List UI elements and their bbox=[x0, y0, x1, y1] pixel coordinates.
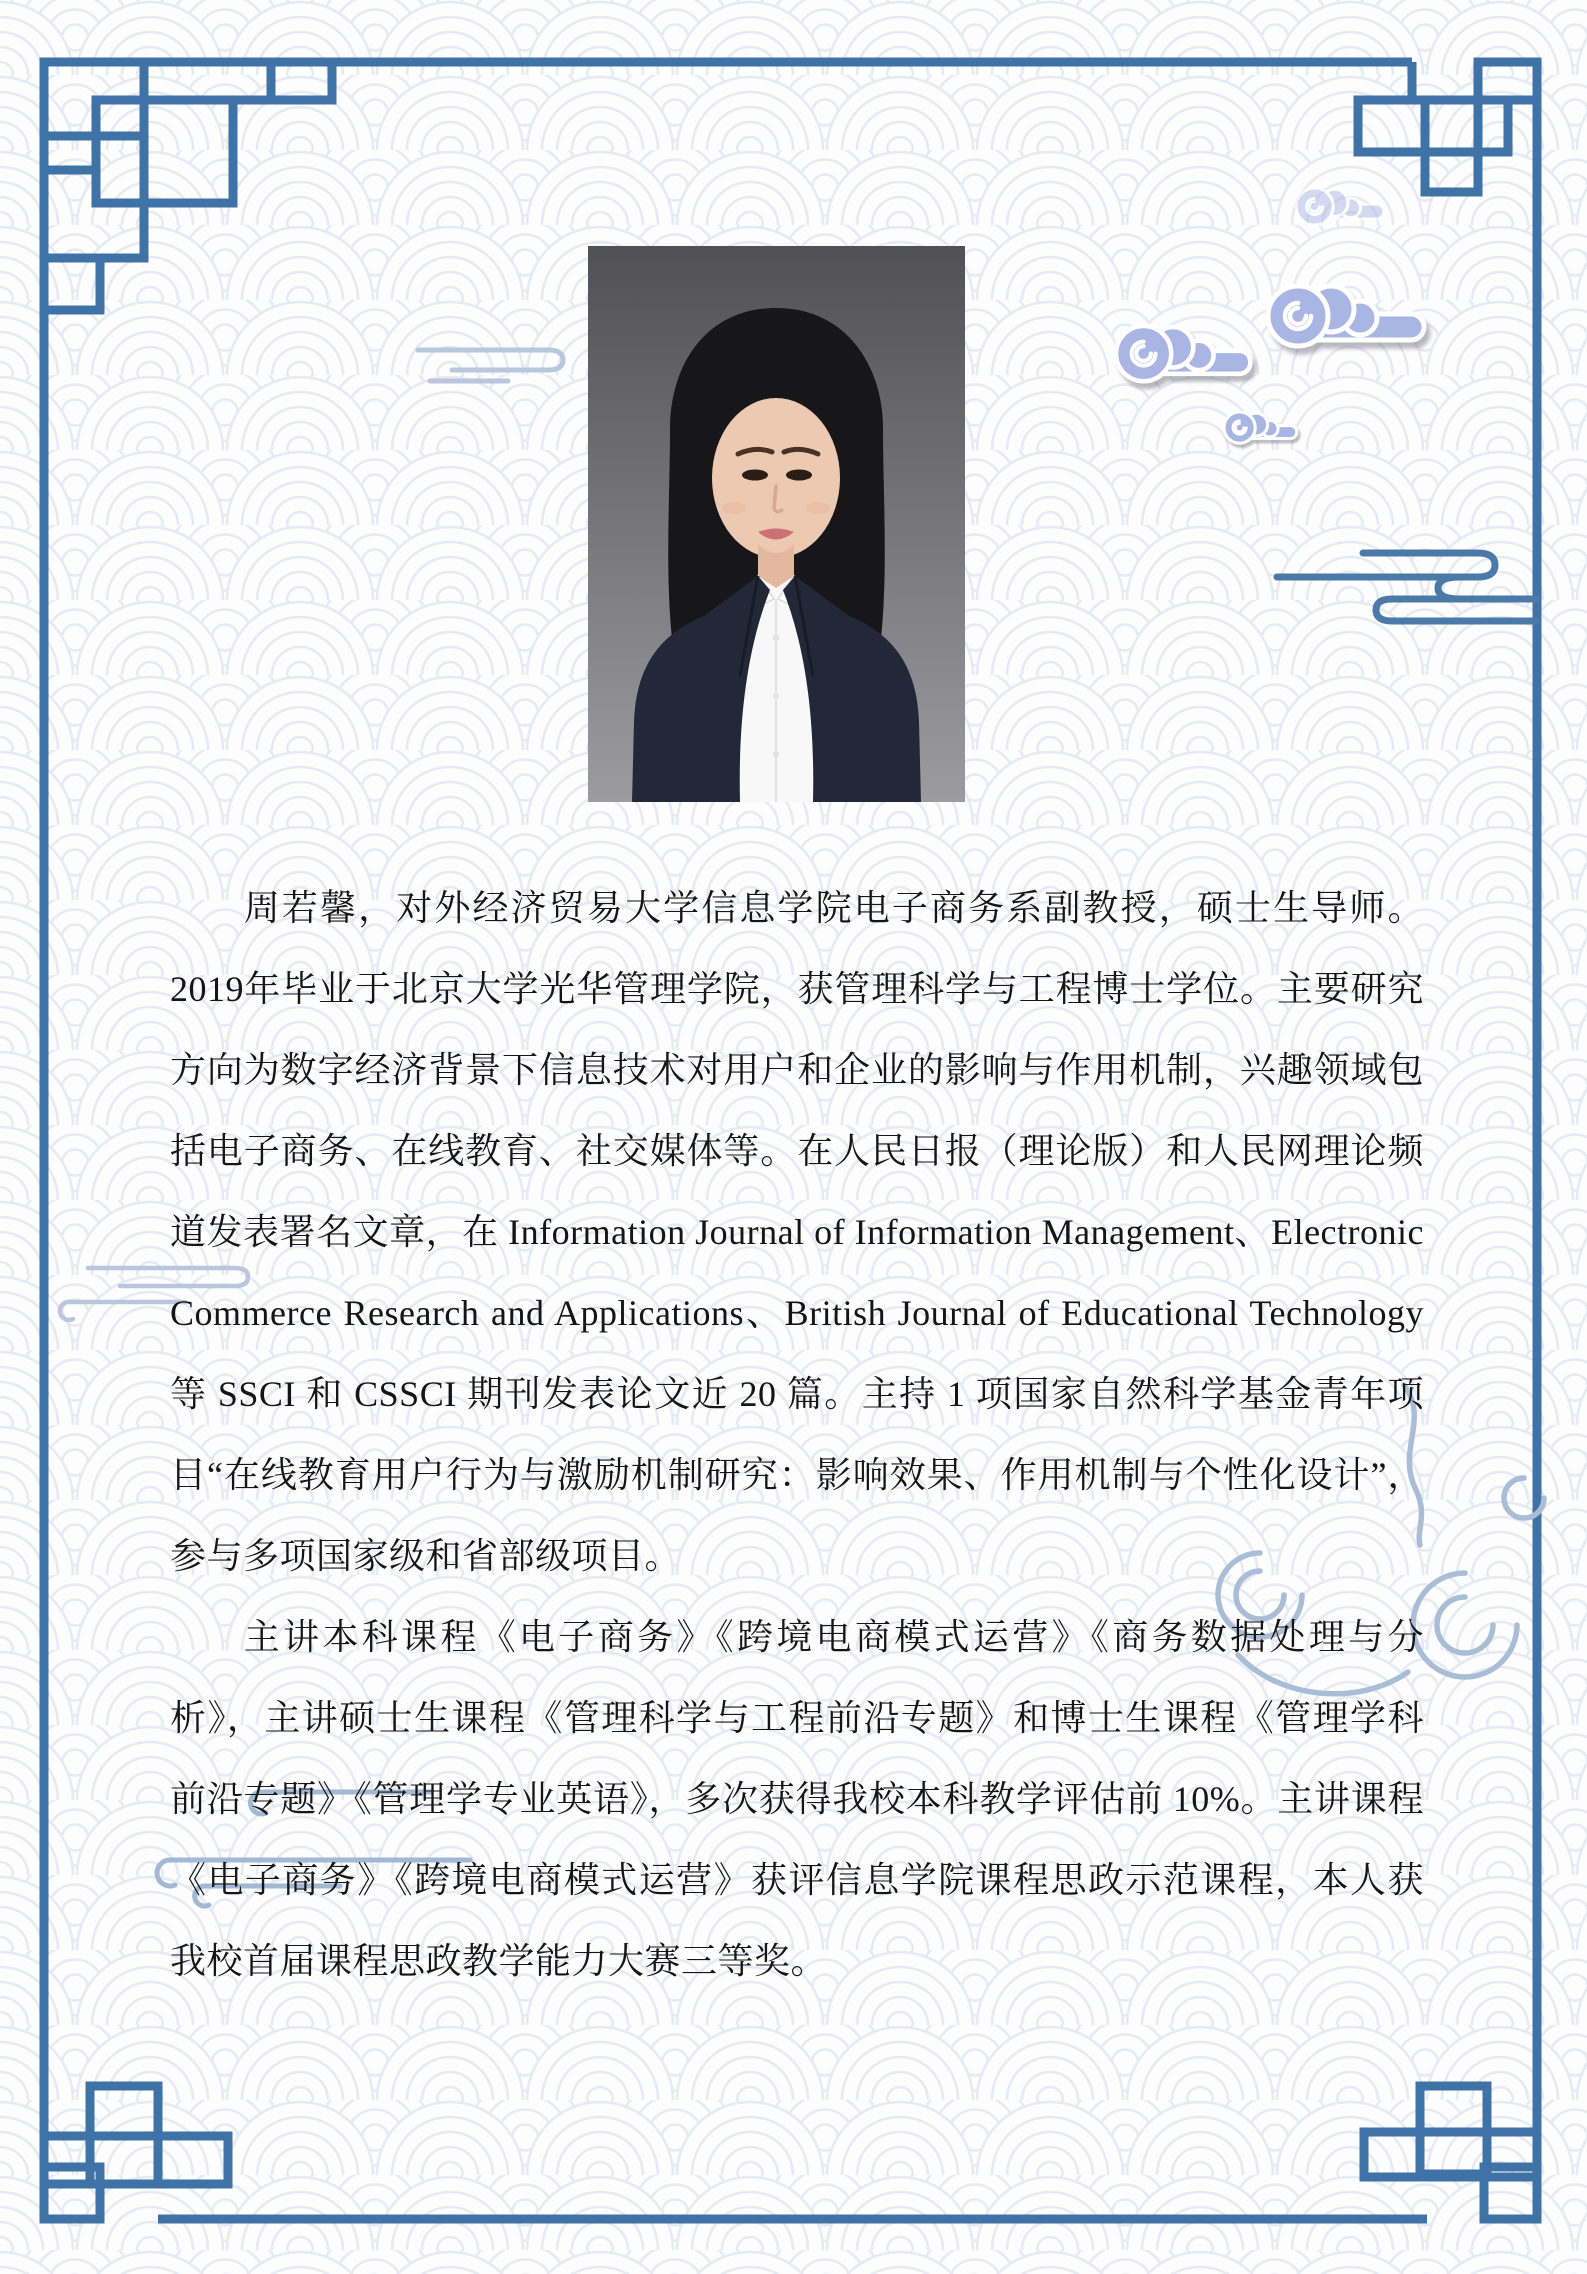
shirt-button bbox=[773, 751, 779, 757]
bio-text bbox=[170, 868, 1424, 2002]
blush bbox=[806, 502, 830, 514]
bio-paragraph-1: 周若馨，对外经济贸易大学信息学院电子商务系副教授，硕士生导师。2019年毕业于北京大学光华管理学院，获管理科学与工程博士学位。主要研究方向为数字经济背景下信息技术对用户和企业的影响与作用机制，兴趣领域包括电子商务、在线教育、社交媒体等。在人民日报（理论版）和人民网理论频道发表署名文章，在 Information Journal of Information Management、Electronic Commerce Research and Applications、British Journal of Educational Technology 等 SSCI 和 CSSCI 期刊发表论文近 20 篇。主持 1 项国家自然科学基金青年项目“在线教育用户行为与激励机制研究：影响效果、作用机制与个性化设计”，参与多项国家级和省部级项目。 bbox=[170, 888, 1424, 1576]
portrait-illustration bbox=[588, 246, 965, 802]
portrait-photo bbox=[588, 246, 965, 802]
bio-paragraph-2: 主讲本科课程《电子商务》《跨境电商模式运营》《商务数据处理与分析》，主讲硕士生课程《管理科学与工程前沿专题》和博士生课程《管理学科前沿专题》《管理学专业英语》，多次获得我校本科教学评估前 10%。主讲课程《电子商务》《跨境电商模式运营》获评信息学院课程思政示范课程，本人获我校首届课程思政教学能力大赛三等奖。 bbox=[170, 1617, 1424, 1981]
blush bbox=[722, 502, 746, 514]
shirt-button bbox=[773, 693, 779, 699]
shirt-button bbox=[773, 635, 779, 641]
